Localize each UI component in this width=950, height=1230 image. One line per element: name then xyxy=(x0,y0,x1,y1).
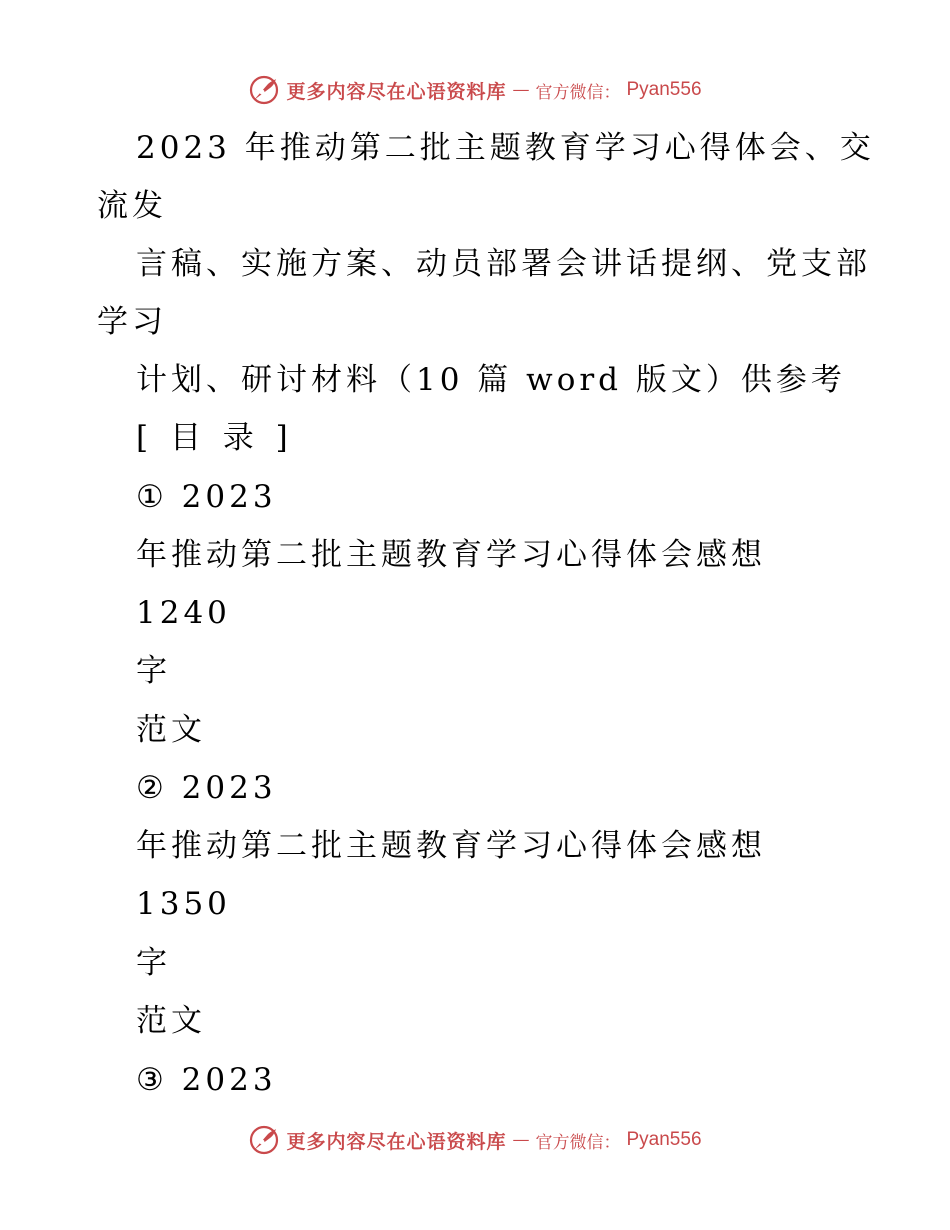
toc-entry-number: ③ 2023 xyxy=(136,1062,277,1098)
toc-entry-number: ② 2023 xyxy=(136,770,277,806)
watermark-dash: — xyxy=(512,80,530,100)
watermark-wechat-id: Pyan556 xyxy=(626,1129,702,1150)
watermark-wechat-label: 官方微信： xyxy=(535,1132,621,1153)
toc-entry-title: 年推动第二批主题教育学习心得体会感想 xyxy=(136,537,766,573)
title-line-5: 计划、研讨材料（10 篇 word 版文）供参考 xyxy=(136,362,846,398)
toc-entry-count: 1350 xyxy=(136,886,231,922)
toc-entry-number: ① 2023 xyxy=(136,479,277,515)
watermark-dash: — xyxy=(512,1130,530,1150)
title-line-3: 言稿、实施方案、动员部署会讲话提纲、党支部 xyxy=(136,246,871,282)
footer-watermark xyxy=(0,1120,950,1160)
toc-heading: [ 目 录 ] xyxy=(136,420,294,456)
title-line-1: 2023 年推动第二批主题教育学习心得体会、交 xyxy=(136,130,875,166)
watermark-site-text: 更多内容尽在心语资料库 xyxy=(286,1130,507,1153)
toc-entry-type: 范文 xyxy=(136,712,206,748)
title-line-2: 流发 xyxy=(97,188,167,224)
toc-entry-unit: 字 xyxy=(136,653,171,689)
watermark-wechat-label: 官方微信： xyxy=(535,82,621,103)
feather-pen-logo-icon xyxy=(248,74,280,106)
feather-pen-logo-icon xyxy=(248,1124,280,1156)
toc-entry-unit: 字 xyxy=(136,945,171,981)
toc-entry-type: 范文 xyxy=(136,1003,206,1039)
toc-entry-count: 1240 xyxy=(136,595,231,631)
toc-entry-title: 年推动第二批主题教育学习心得体会感想 xyxy=(136,828,766,864)
title-line-4: 学习 xyxy=(97,304,167,340)
header-watermark xyxy=(0,70,950,110)
watermark-site-text: 更多内容尽在心语资料库 xyxy=(286,80,507,103)
watermark-wechat-id: Pyan556 xyxy=(626,79,702,100)
